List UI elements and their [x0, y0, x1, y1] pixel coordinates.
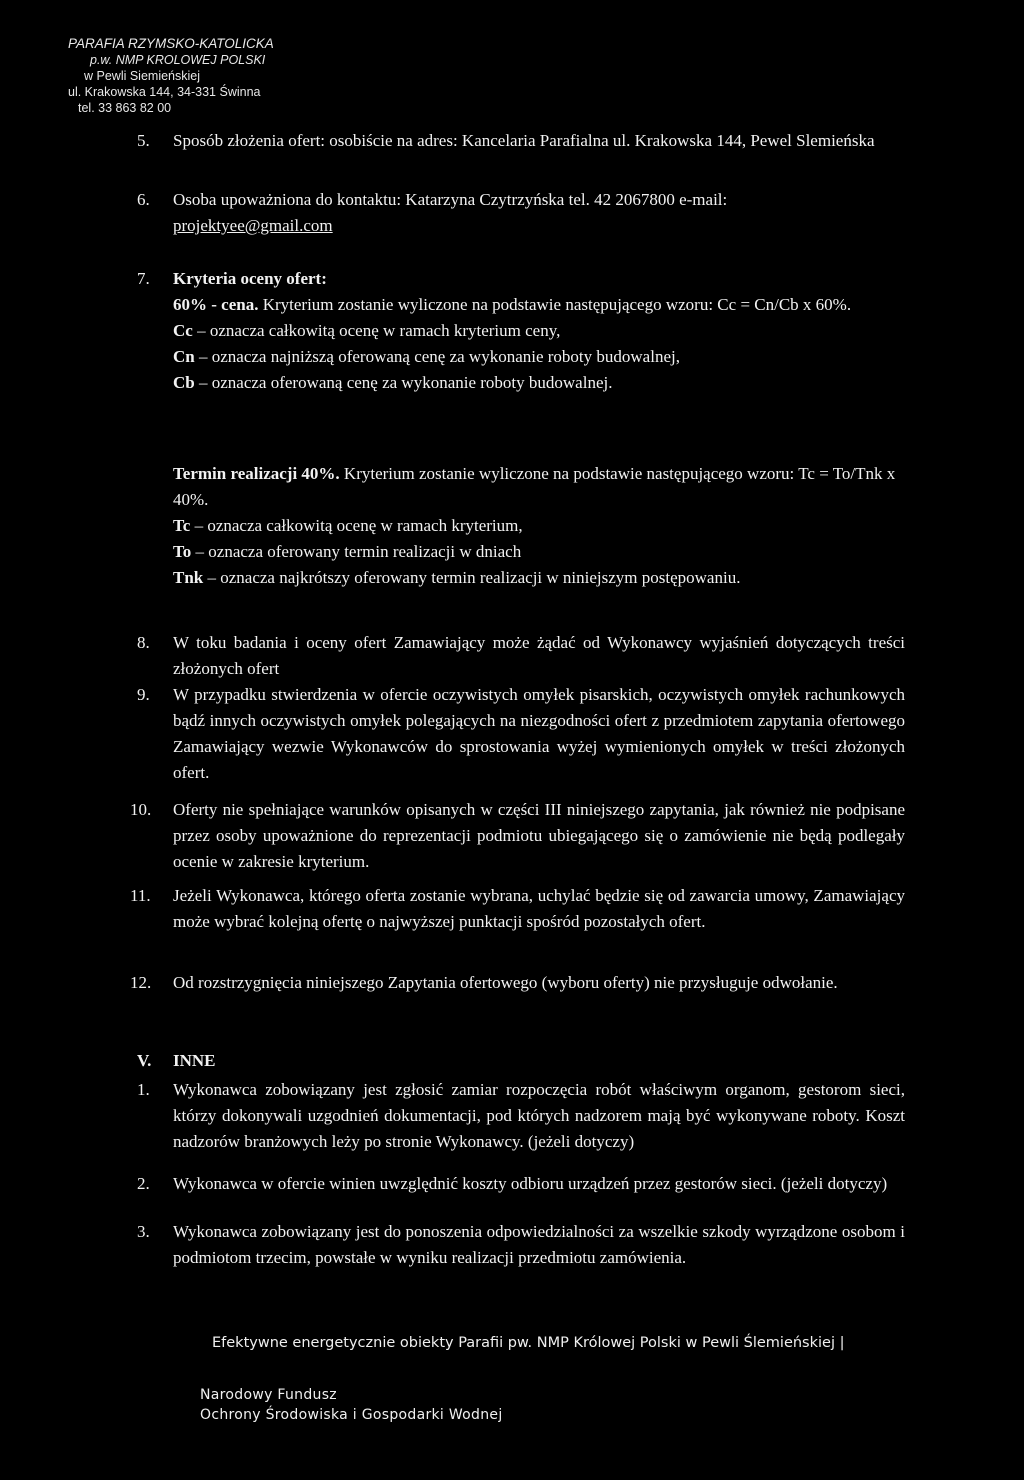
- item-number: 11.: [130, 886, 151, 905]
- parish-stamp: [68, 36, 308, 116]
- cb-label: Cb: [173, 373, 195, 392]
- to-label: To: [173, 542, 192, 561]
- to-text: – oznacza oferowany termin realizacji w dniach: [191, 542, 522, 561]
- item-number: 8.: [137, 633, 150, 652]
- item-number: 10.: [130, 800, 152, 819]
- criteria-block: [173, 266, 905, 396]
- contact-text: Osoba upoważniona do kontaktu: Katarzyna Czytrzyńska tel. 42 2067800 e-mail:: [173, 190, 728, 209]
- item-number: 7.: [137, 269, 150, 288]
- item-number: 9.: [137, 685, 150, 704]
- nfosigw-logo: [200, 1385, 503, 1425]
- cc-text: – oznacza całkowitą ocenę w ramach kryterium ceny,: [192, 321, 561, 340]
- item-text: Jeżeli Wykonawca, którego oferta zostanie wybrana, uchylać będzie się od zawarcia umowy, Zamawiający może wybrać kolejną ofertę o najwyższej punktacji spośród pozostałych ofert.: [173, 886, 905, 931]
- stamp-line-2: p.w. NMP KROLOWEJ POLSKI: [90, 53, 266, 67]
- item-text: [173, 187, 905, 239]
- section-number: V.: [137, 1051, 152, 1070]
- tnk-label: Tnk: [173, 568, 204, 587]
- stamp-line-4: ul. Krakowska 144, 34-331 Świnna: [68, 85, 261, 99]
- item-text: Wykonawca zobowiązany jest zgłosić zamiar rozpoczęcia robót właściwym organom, gestorom sieci, którzy dokonywali uzgodnień dokumentacji, pod których nadzorem mają być wykonywane roboty. Koszt nadzorów branżowych leży po stronie Wykonawcy. (jeżeli dotyczy): [173, 1080, 905, 1151]
- item-text: Od rozstrzygnięcia niniejszego Zapytania ofertowego (wyboru oferty) nie przysługuje odwołanie.: [173, 973, 838, 992]
- item-number: 2.: [137, 1174, 150, 1193]
- email-link[interactable]: projektyee@gmail.com: [173, 216, 333, 235]
- item-text: W przypadku stwierdzenia w ofercie oczywistych omyłek pisarskich, oczywistych omyłek rachunkowych bądź innych oczywistych omyłek polegających na niezgodności ofert z przedmiotem zapytania ofertowego Zamawiający wezwie Wykonawców do sprostowania wyżej wymienionych omyłek w treści złożonych ofert.: [173, 685, 905, 782]
- stamp-line-3: w Pewli Siemieńskiej: [84, 69, 201, 83]
- section-title: INNE: [173, 1051, 216, 1070]
- criteria-heading: Kryteria oceny ofert:: [173, 269, 327, 288]
- item-number: 3.: [137, 1222, 150, 1241]
- cc-label: Cc: [173, 321, 193, 340]
- item-number: 6.: [137, 190, 150, 209]
- term-criterion-block: [173, 461, 913, 591]
- term-criterion-label: Termin realizacji 40%.: [173, 464, 340, 483]
- item-number: 1.: [137, 1080, 150, 1099]
- term-criterion-text: Kryterium zostanie wyliczone na podstawie następującego wzoru: Tc = To/Tnk x 40%.: [173, 464, 896, 509]
- price-criterion-label: 60% - cena.: [173, 295, 259, 314]
- cn-label: Cn: [173, 347, 195, 366]
- item-text: Sposób złożenia ofert: osobiście na adres: Kancelaria Parafialna ul. Krakowska 144, Pewel Slemieńska: [173, 131, 875, 150]
- project-footer: Efektywne energetycznie obiekty Parafii pw. NMP Królowej Polski w Pewli Ślemieńskiej |: [212, 1335, 845, 1351]
- stamp-line-5: tel. 33 863 82 00: [78, 101, 172, 115]
- logo-line-2: Ochrony Środowiska i Gospodarki Wodnej: [200, 1407, 503, 1423]
- stamp-line-1: PARAFIA RZYMSKO-KATOLICKA: [68, 36, 274, 51]
- item-text: Oferty nie spełniające warunków opisanych w części III niniejszego zapytania, jak również nie podpisane przez osoby upoważnione do reprezentacji podmiotu ubiegającego się o zamówienie nie będą podlegały ocenie w zakresie kryterium.: [173, 800, 905, 871]
- logo-line-1: Narodowy Fundusz: [200, 1387, 337, 1403]
- tc-label: Tc: [173, 516, 191, 535]
- price-criterion-text: Kryterium zostanie wyliczone na podstawie następującego wzoru: Cc = Cn/Cb x 60%.: [258, 295, 852, 314]
- tc-text: – oznacza całkowitą ocenę w ramach kryterium,: [190, 516, 523, 535]
- item-text: Wykonawca zobowiązany jest do ponoszenia odpowiedzialności za wszelkie szkody wyrządzone osobom i podmiotom trzecim, powstałe w wyniku realizacji przedmiotu zamówienia.: [173, 1222, 905, 1267]
- cb-text: – oznacza oferowaną cenę za wykonanie roboty budowalnej.: [194, 373, 613, 392]
- item-number: 12.: [130, 973, 152, 992]
- cn-text: – oznacza najniższą oferowaną cenę za wykonanie roboty budowalnej,: [194, 347, 680, 366]
- item-text: Wykonawca w ofercie winien uwzględnić koszty odbioru urządzeń przez gestorów sieci. (jeżeli dotyczy): [173, 1174, 888, 1193]
- item-number: 5.: [137, 131, 150, 150]
- item-text: W toku badania i oceny ofert Zamawiający może żądać od Wykonawcy wyjaśnień dotyczących treści złożonych ofert: [173, 633, 905, 678]
- tnk-text: – oznacza najkrótszy oferowany termin realizacji w niniejszym postępowaniu.: [203, 568, 741, 587]
